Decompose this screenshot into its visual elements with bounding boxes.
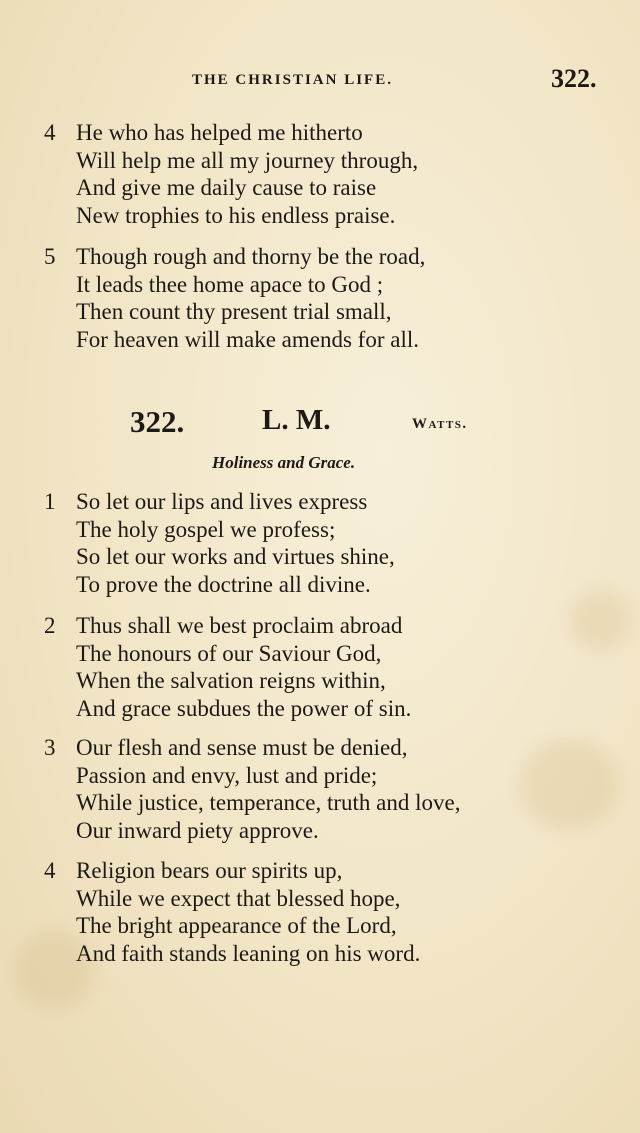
verse-line: The honours of our Saviour God, xyxy=(76,640,382,666)
hymn-meter: L. M. xyxy=(262,404,331,436)
hymn-author: Watts. xyxy=(412,416,468,432)
verse-number: 2 xyxy=(44,613,56,638)
page-number: 322. xyxy=(551,64,597,93)
hymn-verse-1 xyxy=(44,488,395,598)
verse-number: 5 xyxy=(44,244,56,269)
verse-number: 1 xyxy=(44,489,56,514)
verse-line: And give me daily cause to raise xyxy=(76,175,377,200)
verse-number: 4 xyxy=(44,120,56,145)
verse-line: Will help me all my journey through, xyxy=(76,147,419,173)
verse-line: It leads thee home apace to God ; xyxy=(76,271,384,297)
verse-line: The bright appearance of the Lord, xyxy=(76,913,397,938)
verse-line: So let our works and virtues shine, xyxy=(76,544,395,569)
hymn-verse-4 xyxy=(44,857,420,967)
hymn-verse-3 xyxy=(44,734,460,844)
verse-number: 3 xyxy=(44,735,56,760)
continued-verse-5 xyxy=(44,243,425,353)
verse-line: And faith stands leaning on his word. xyxy=(76,940,421,966)
verse-line: New trophies to his endless praise. xyxy=(76,202,396,228)
verse-line: When the salvation reigns within, xyxy=(76,668,386,693)
verse-line: Thus shall we best proclaim abroad xyxy=(76,613,403,638)
verse-line: Then count thy present trial small, xyxy=(76,299,392,324)
hymn-number: 322. xyxy=(130,404,185,439)
verse-line: While we expect that blessed hope, xyxy=(76,885,401,911)
hymn-verse-2 xyxy=(44,612,411,722)
verse-number: 4 xyxy=(44,858,56,883)
verse-line: Our flesh and sense must be denied, xyxy=(76,735,408,760)
verse-line: Passion and envy, lust and pride; xyxy=(76,762,378,788)
verse-line: While justice, temperance, truth and love, xyxy=(76,790,461,815)
verse-line: To prove the doctrine all divine. xyxy=(76,571,371,597)
hymn-subtitle: Holiness and Grace. xyxy=(212,453,356,472)
verse-line: He who has helped me hitherto xyxy=(76,120,363,145)
verse-line: So let our lips and lives express xyxy=(76,489,368,514)
verse-line: The holy gospel we profess; xyxy=(76,516,336,542)
paper-stain xyxy=(520,740,620,830)
verse-line: And grace subdues the power of sin. xyxy=(76,695,412,721)
running-header: THE CHRISTIAN LIFE. xyxy=(192,72,393,88)
paper-stain xyxy=(570,590,630,650)
verse-line: Our inward piety approve. xyxy=(76,817,319,843)
verse-line: For heaven will make amends for all. xyxy=(76,326,419,352)
continued-verse-4 xyxy=(44,119,418,229)
verse-line: Religion bears our spirits up, xyxy=(76,858,343,883)
verse-line: Though rough and thorny be the road, xyxy=(76,244,426,269)
